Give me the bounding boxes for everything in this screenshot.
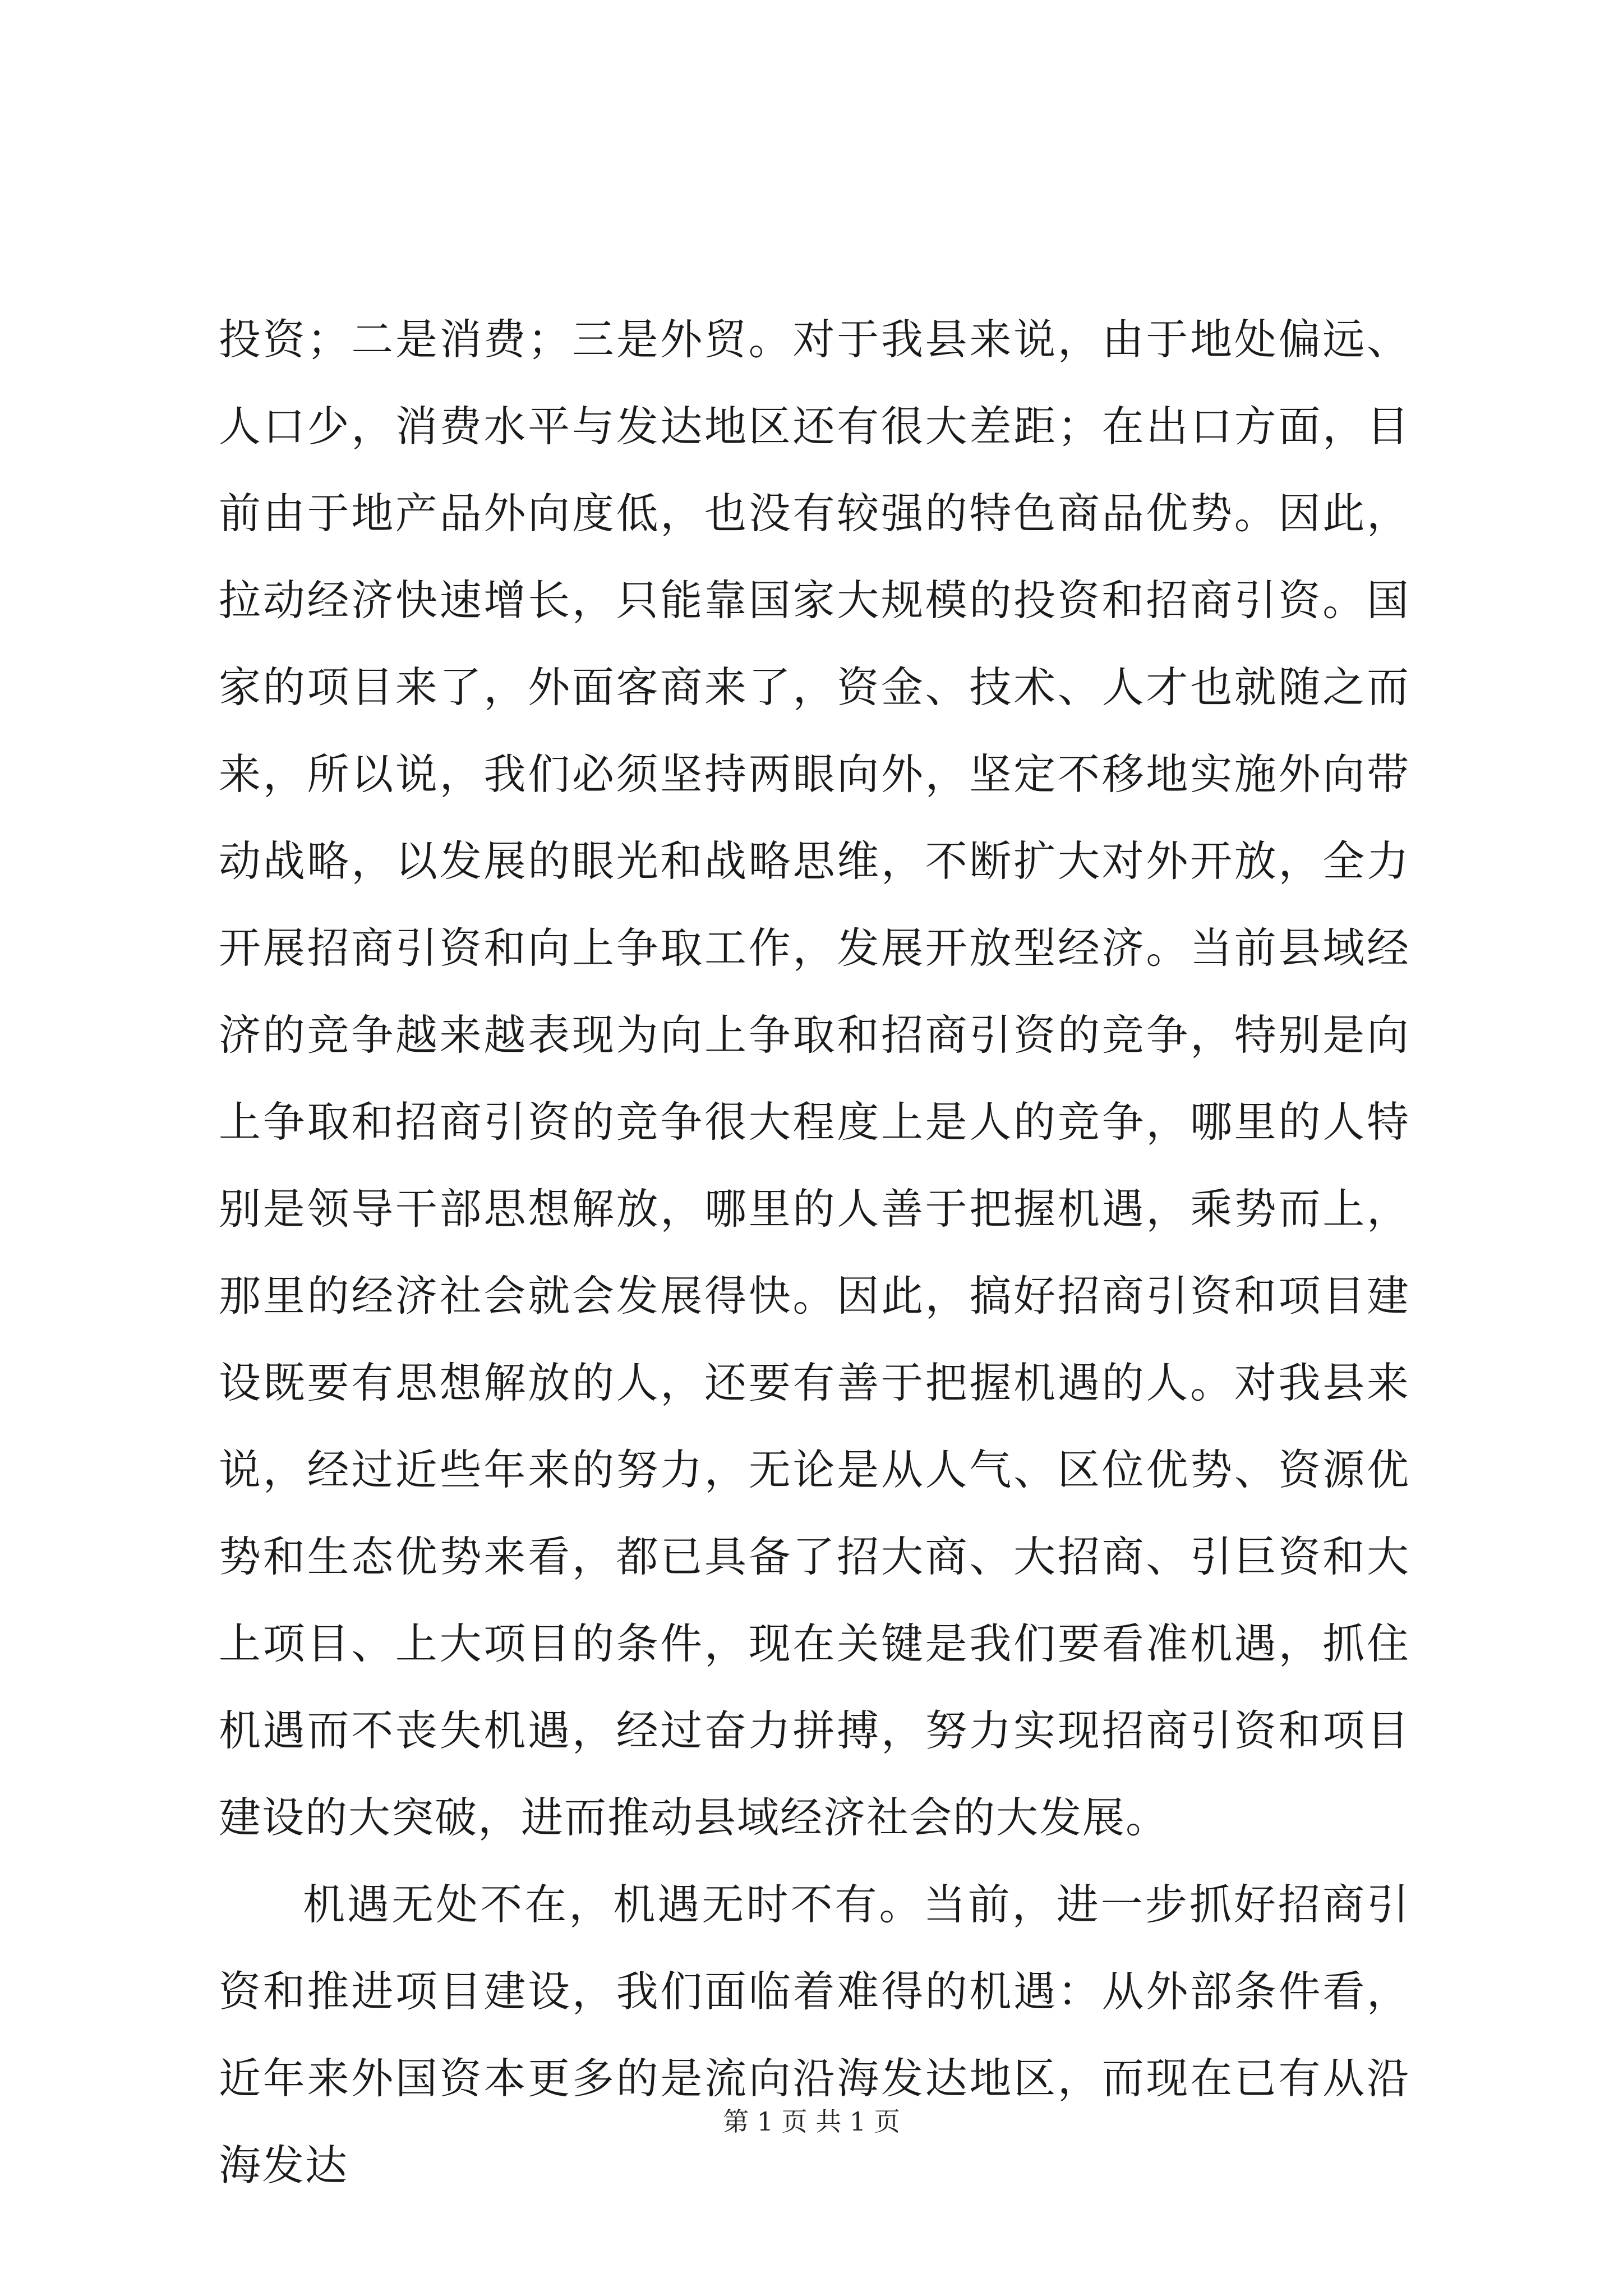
page-footer: 第 1 页 共 1 页 <box>723 2106 900 2137</box>
body-text <box>219 296 1410 2209</box>
paragraph-2: 机遇无处不在，机遇无时不有。当前，进一步抓好招商引资和推进项目建设，我们面临着难得的机遇：从外部条件看，近年来外国资本更多的是流向沿海发达地区，而现在已有从沿海发达 <box>219 1880 1410 2190</box>
paragraph-1: 投资；二是消费；三是外贸。对于我县来说，由于地处偏远、人口少，消费水平与发达地区还有很大差距；在出口方面，目前由于地产品外向度低，也没有较强的特色商品优势。因此，拉动经济快速增长，只能靠国家大规模的投资和招商引资。国家的项目来了，外面客商来了，资金、技术、人才也就随之而来，所以说，我们必须坚持两眼向外，坚定不移地实施外向带动战略，以发展的眼光和战略思维，不断扩大对外开放，全力开展招商引资和向上争取工作，发展开放型经济。当前县域经济的竞争越来越表现为向上争取和招商引资的竞争，特别是向上争取和招商引资的竞争很大程度上是人的竞争，哪里的人特别是领导干部思想解放，哪里的人善于把握机遇，乘势而上，那里的经济社会就会发展得快。因此，搞好招商引资和项目建设既要有思想解放的人，还要有善于把握机遇的人。对我县来说，经过近些年来的努力，无论是从人气、区位优势、资源优势和生态优势来看，都已具备了招大商、大招商、引巨资和大上项目、上大项目的条件，现在关键是我们要看准机遇，抓住机遇而不丧失机遇，经过奋力拼搏，努力实现招商引资和项目建设的大突破，进而推动县域经济社会的大发展。 <box>219 315 1410 1842</box>
